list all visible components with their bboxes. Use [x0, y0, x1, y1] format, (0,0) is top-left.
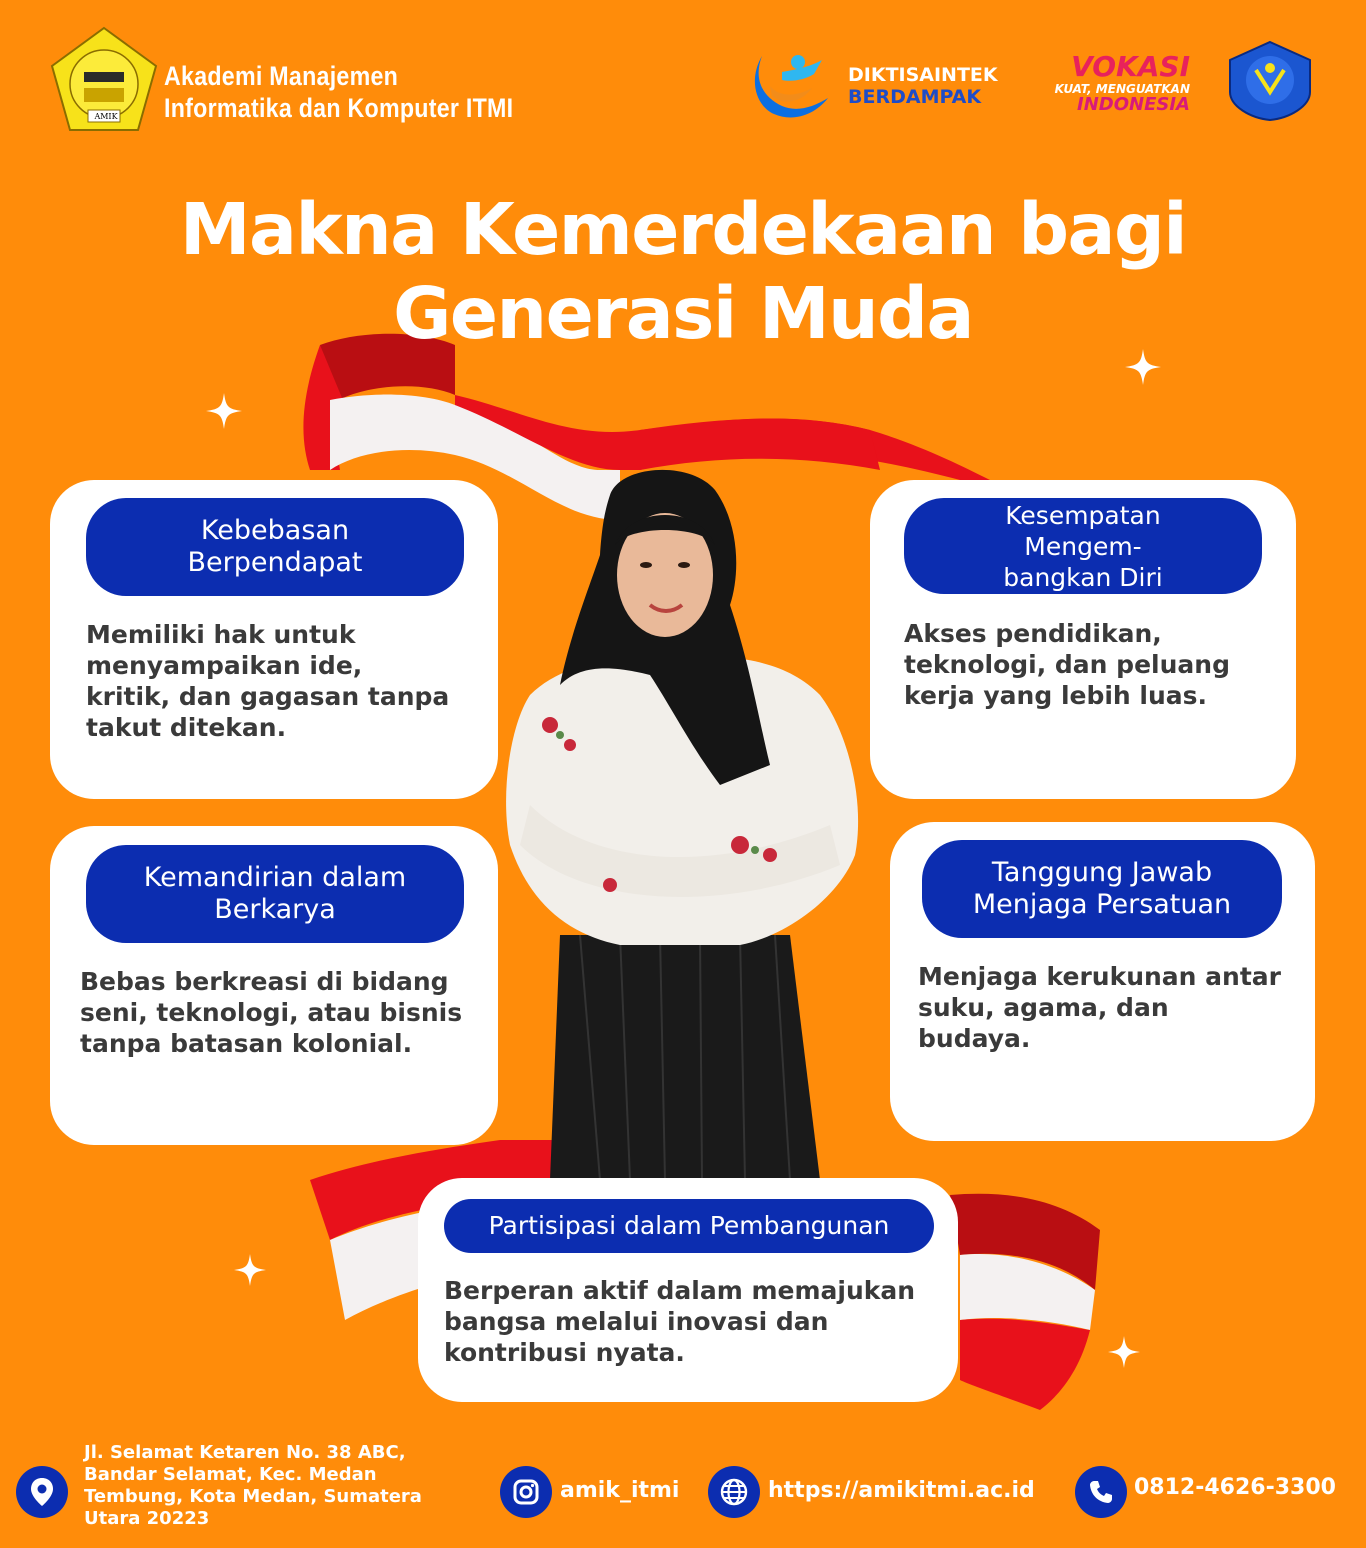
card-heading	[444, 1199, 934, 1253]
sparkle-icon	[234, 1254, 266, 1286]
card-body: Berperan aktif dalam memajukan bangsa melalui inovasi dan kontribusi nyata.	[444, 1276, 916, 1367]
logo-badge: AMIK	[94, 112, 118, 121]
instagram-icon[interactable]	[500, 1466, 552, 1518]
card-heading	[86, 498, 464, 596]
tut-wuri-handayani-seal	[1226, 40, 1314, 122]
sparkle-icon	[1108, 1336, 1140, 1368]
card-heading-text: Kebebasan Berpendapat	[187, 515, 363, 578]
page-title	[0, 188, 1366, 356]
card-body: Akses pendidikan, teknologi, dan peluang kerja yang lebih luas.	[904, 619, 1230, 710]
location-icon	[16, 1466, 68, 1518]
phone-icon[interactable]	[1075, 1466, 1127, 1518]
diktisaintek-logo	[752, 50, 834, 122]
vokasi-country: INDONESIA	[1077, 94, 1190, 115]
vokasi-tagline: KUAT, MENGUATKAN	[1054, 82, 1190, 96]
page-title-line1: Makna Kemerdekaan bagi	[179, 188, 1187, 271]
vokasi-logo	[1040, 52, 1200, 132]
instagram-handle[interactable]: amik_itmi	[560, 1478, 680, 1503]
diktisaintek-text	[848, 64, 998, 108]
website-link[interactable]: https://amikitmi.ac.id	[768, 1478, 1035, 1503]
globe-icon[interactable]	[708, 1466, 760, 1518]
card-heading	[922, 840, 1282, 938]
card-heading	[904, 498, 1262, 594]
page-title-line2: Generasi Muda	[393, 272, 973, 355]
card-body: Menjaga kerukunan antar suku, agama, dan budaya.	[918, 962, 1281, 1053]
student-photo	[490, 465, 870, 1180]
card-heading-text: Kemandirian dalam Berkarya	[143, 862, 407, 925]
institution-name	[164, 60, 513, 124]
card-body: Memiliki hak untuk menyampaikan ide, kritik, dan gagasan tanpa takut ditekan.	[86, 620, 450, 742]
card-heading-text: Partisipasi dalam Pembangunan	[488, 1211, 890, 1240]
vokasi-title: VOKASI	[1071, 50, 1190, 83]
card-heading-text: Kesempatan Mengem- bangkan Diri	[1003, 500, 1163, 592]
institution-name-line1: Akademi Manajemen	[164, 61, 399, 91]
card-heading	[86, 845, 464, 943]
sparkle-icon	[206, 393, 242, 429]
phone-number[interactable]: 0812-4626-3300	[1134, 1475, 1336, 1500]
diktisaintek-line2: BERDAMPAK	[848, 86, 982, 108]
footer-address: Jl. Selamat Ketaren No. 38 ABC, Bandar Selamat, Kec. Medan Tembung, Kota Medan, Sumatera Utara 20223	[84, 1442, 422, 1529]
card-heading-text: Tanggung Jawab Menjaga Persatuan	[972, 857, 1232, 920]
diktisaintek-line1: DIKTISAINTEK	[848, 64, 998, 86]
card-body: Bebas berkreasi di bidang seni, teknologi, atau bisnis tanpa batasan kolonial.	[80, 967, 463, 1058]
institution-name-line2: Informatika dan Komputer ITMI	[164, 93, 514, 123]
